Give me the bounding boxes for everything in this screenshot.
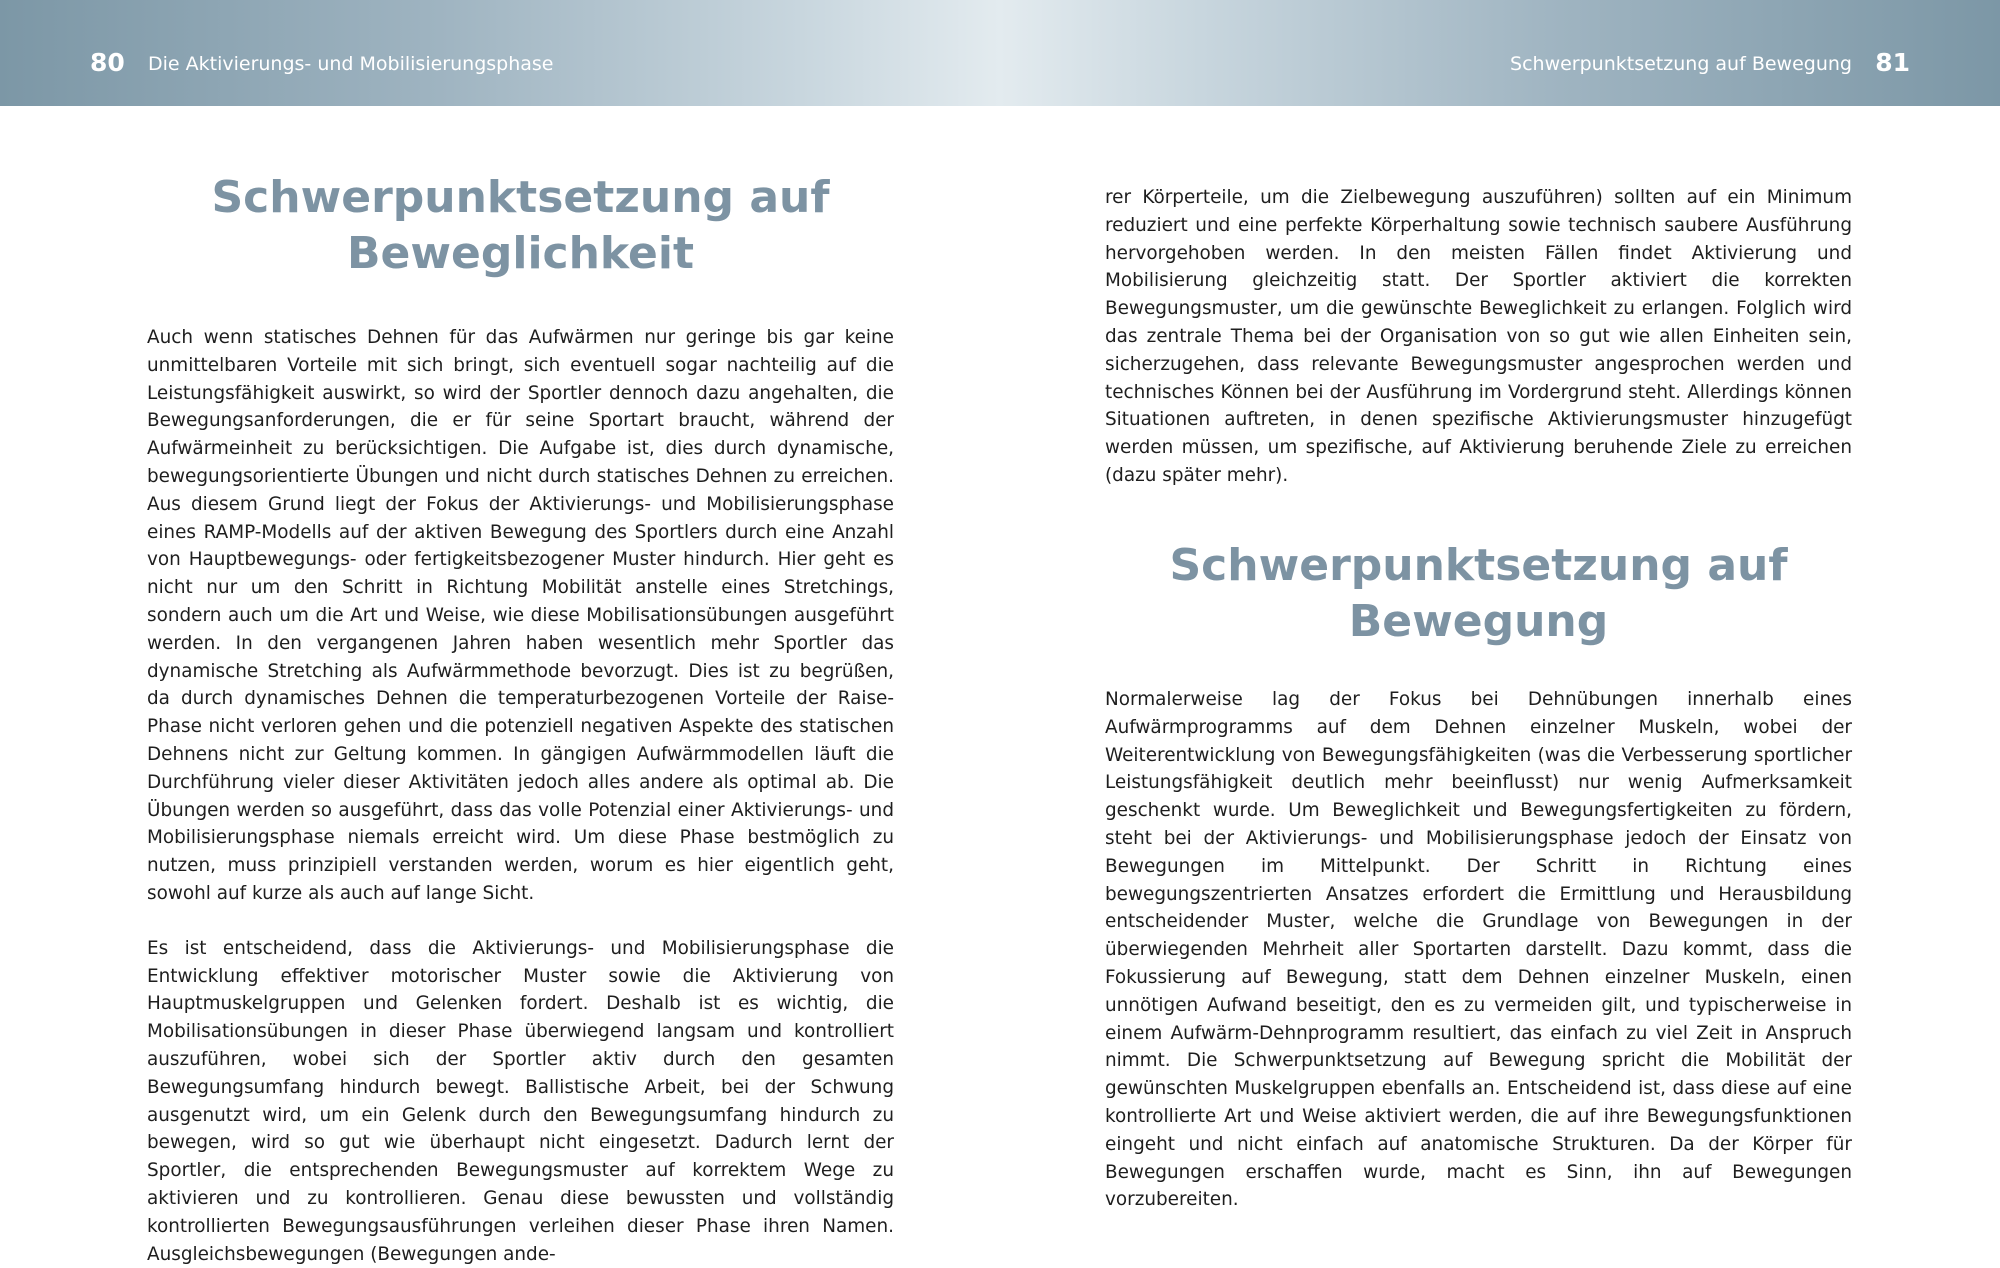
right-page-body-bottom — [1105, 686, 1852, 1214]
right-paragraph-1: Normalerweise lag der Fokus bei Dehnübungen innerhalb eines Aufwärmprogramms auf dem Dehnen einzelner Muskeln, wobei der Weiterentwicklung von Bewegungsfähigkeiten (was die Verbesserung sportlicher Leistungsfähigkeit deutlich mehr beeinflusst) nur wenig Aufmerksamkeit geschenkt wurde. Um Beweglichkeit und Bewegungsfertigkeiten zu fördern, steht bei der Aktivierungs- und Mobilisierungsphase jedoch der Einsatz von Bewegungen im Mittelpunkt. Der Schritt in Richtung eines bewegungszentrierten Ansatzes erfordert die Ermittlung und Herausbildung entscheidender Muster, welche die Grundlage von Bewegungen in der überwiegenden Mehrheit aller Sportarten darstellt. Dazu kommt, dass die Fokussierung auf Bewegung, statt dem Dehnen einzelner Muskeln, einen unnötigen Aufwand beseitigt, den es zu vermeiden gilt, und typischerweise in einem Aufwärm-Dehnprogramm resultiert, das einfach zu viel Zeit in Anspruch nimmt. Die Schwerpunktsetzung auf Bewegung spricht die Mobilität der gewünschten Muskelgruppen ebenfalls an. Entscheidend ist, dass diese auf eine kontrollierte Art und Weise aktiviert werden, die auf ihre Bewegungsfunktionen eingeht und nicht einfach auf anatomische Strukturen. Da der Körper für Bewegungen erschaffen wurde, macht es Sinn, ihn auf Bewegungen vorzubereiten. — [1105, 689, 1852, 1211]
left-page-number: 80 — [90, 48, 125, 77]
page-header-band — [0, 0, 2000, 106]
left-page-body — [147, 324, 894, 1268]
left-page-heading — [147, 170, 894, 282]
left-running-title: Die Aktivierungs- und Mobilisierungsphase — [148, 53, 554, 75]
right-heading-line1: Schwerpunktsetzung auf — [1169, 540, 1788, 591]
left-paragraph-2: Es ist entscheidend, dass die Aktivierungs- und Mobilisierungsphase die Entwicklung effektiver motorischer Muster sowie die Aktivierung von Hauptmuskelgruppen und Gelenken fordert. Deshalb ist es wichtig, die Mobilisationsübungen in dieser Phase überwiegend langsam und kontrolliert auszuführen, wobei sich der Sportler aktiv durch den gesamten Bewegungsumfang hindurch bewegt. Ballistische Arbeit, bei der Schwung ausgenutzt wird, um ein Gelenk durch den Bewegungsumfang hindurch zu bewegen, wird so gut wie überhaupt nicht eingesetzt. Dadurch lernt der Sportler, die entsprechenden Bewegungsmuster auf korrektem Wege zu aktivieren und zu kontrollieren. Genau diese bewussten und vollständig kontrollierten Bewegungsausführungen verleihen dieser Phase ihren Namen. Ausgleichsbewegungen (Bewegungen ande- — [147, 937, 894, 1265]
left-heading-line1: Schwerpunktsetzung auf — [211, 172, 830, 223]
right-page-number: 81 — [1875, 48, 1910, 77]
right-page-heading — [1105, 538, 1852, 650]
left-paragraph-1: Auch wenn statisches Dehnen für das Aufwärmen nur geringe bis gar keine unmittelbaren Vorteile mit sich bringt, sich eventuell sogar nachteilig auf die Leistungsfähigkeit auswirkt, so wird der Sportler dennoch dazu angehalten, die Bewegungsanforderungen, die er für seine Sportart braucht, während der Aufwärmeinheit zu berücksichtigen. Die Aufgabe ist, dies durch dynamische, bewegungsorientierte Übungen und nicht durch statisches Dehnen zu erreichen. Aus diesem Grund liegt der Fokus der Aktivierungs- und Mobilisierungsphase eines RAMP-Modells auf der aktiven Bewegung des Sportlers durch eine Anzahl von Hauptbewegungs- oder fertigkeitsbezogener Muster hindurch. Hier geht es nicht nur um den Schritt in Richtung Mobilität anstelle eines Stretchings, sondern auch um die Art und Weise, wie diese Mobilisationsübungen ausgeführt werden. In den vergangenen Jahren haben wesentlich mehr Sportler das dynamische Stretching als Aufwärmmethode bevorzugt. Dies ist zu begrüßen, da durch dynamisches Dehnen die temperaturbezogenen Vorteile der Raise-Phase nicht verloren gehen und die potenziell negativen Aspekte des statischen Dehnens nicht zur Geltung kommen. In gängigen Aufwärmmodellen läuft die Durchführung vieler dieser Aktivitäten jedoch alles andere als optimal ab. Die Übungen werden so ausgeführt, dass das volle Potenzial einer Aktivierungs- und Mobilisierungsphase niemals erreicht wird. Um diese Phase bestmöglich zu nutzen, muss prinzipiell verstanden werden, worum es hier eigentlich geht, sowohl auf kurze als auch auf lange Sicht. — [147, 327, 894, 904]
right-page-body-top — [1105, 184, 1852, 490]
left-heading-line2: Beweglichkeit — [347, 228, 694, 279]
right-paragraph-continued: rer Körperteile, um die Zielbewegung auszuführen) sollten auf ein Minimum reduziert und eine perfekte Körperhaltung sowie technisch saubere Ausführung hervorgehoben werden. In den meisten Fällen findet Aktivierung und Mobilisierung gleichzeitig statt. Der Sportler aktiviert die korrekten Bewegungsmuster, um die gewünschte Beweglichkeit zu erlangen. Folglich wird das zentrale Thema bei der Organisation von so gut wie allen Einheiten sein, sicherzugehen, dass relevante Bewegungsmuster angesprochen werden und technisches Können bei der Ausführung im Vordergrund steht. Allerdings können Situationen auftreten, in denen spezifische Aktivierungsmuster hinzugefügt werden müssen, um spezifische, auf Aktivierung beruhende Ziele zu erreichen (dazu später mehr). — [1105, 187, 1852, 486]
right-running-title: Schwerpunktsetzung auf Bewegung — [1510, 53, 1852, 75]
right-heading-line2: Bewegung — [1348, 596, 1609, 647]
